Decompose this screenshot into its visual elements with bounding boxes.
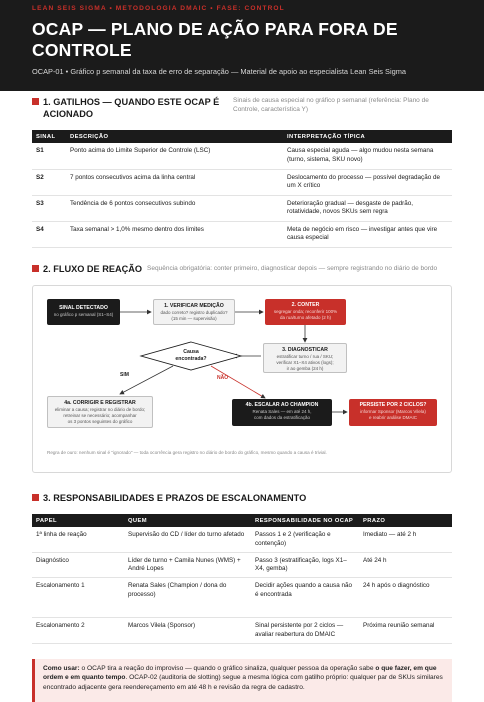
header-subtitle: OCAP-01 • Gráfico p semanal da taxa de erro de separação — Material de apoio ao especialista Lean Seis Sigma (32, 67, 406, 76)
role-cell: Diagnóstico (32, 552, 124, 578)
table-row (32, 169, 452, 195)
node-signal-detected: SINAL DETECTADO no gráfico p semanal (S1–S4) (47, 299, 120, 325)
deadline-cell: Próxima reunião semanal (359, 618, 452, 644)
who-cell: Supervisão do CD / líder do turno afetado (124, 527, 251, 552)
role-cell: Escalonamento 2 (32, 618, 124, 644)
page-title (32, 19, 452, 61)
title-line-2: CONTROLE (32, 40, 132, 60)
decision-label: Causa encontrada? (175, 349, 207, 362)
responsibility-cell: Decidir ações quando a causa não é encontrada (251, 578, 359, 618)
section1-note: Sinais de causa especial no gráfico p semanal (referência: Plano de Controle, característica Y) (233, 97, 429, 113)
deadline-cell: 24 h após o diagnóstico (359, 578, 452, 618)
deadline-cell: Até 24 h (359, 552, 452, 578)
page-header (0, 0, 484, 91)
title-line-1: OCAP — PLANO DE AÇÃO PARA FORA DE (32, 19, 398, 39)
deadline-cell: Imediato — até 2 h (359, 527, 452, 552)
who-cell: Líder de turno + Camila Nunes (WMS) + André Lopes (124, 552, 251, 578)
who-cell: Renata Sales (Champion / dona do processo) (124, 578, 251, 618)
responsibility-cell: Passo 3 (estratificação, logs X1–X4, gemba) (251, 552, 359, 578)
interpretation-cell: Meta de negócio em risco — investigar antes que vire causa especial (283, 221, 452, 247)
node-escalate-champion: 4b. ESCALAR AO CHAMPION Renata Sales — em até 24 h, com dados da estratificação (232, 399, 332, 426)
signal-cell: S2 (32, 169, 66, 195)
section-marker-icon (32, 265, 39, 272)
callout-lead: Como usar: (43, 665, 80, 672)
node-diagnose: 3. DIAGNOSTICAR estratificar turno / rua / SKU; verificar X1–X4 ativos (logs); ir ao gemba (24 h) (263, 343, 347, 373)
table-row (32, 221, 452, 247)
column-header: RESPONSABILIDADE NO OCAP (251, 514, 359, 527)
section1-title-line1: 1. GATILHOS — QUANDO ESTE OCAP É (43, 97, 220, 107)
section2-title: 2. FLUXO DE REAÇÃO (43, 264, 143, 274)
signal-cell: S1 (32, 143, 66, 169)
callout-text-2: . OCAP-02 (auditoria de slotting) segue a mesma lógica com gatilho próprio: qualquer par de SKUs similares encontrado adjacente gera reendereçamento em até 48 h e revisão da regra de cadastro. (43, 674, 443, 691)
description-cell: Tendência de 6 pontos consecutivos subindo (66, 195, 283, 221)
node-contain: 2. CONTER segregar onda; reconferir 100% da rua/turno afetado (2 h) (265, 299, 346, 325)
section1-title-line2: ACIONADO (43, 109, 94, 119)
column-header: SINAL (32, 130, 66, 143)
no-label: NÃO (217, 375, 229, 381)
interpretation-cell: Deterioração gradual — desgaste de padrão, rotatividade, novos SKUs sem regra (283, 195, 452, 221)
section-marker-icon (32, 494, 39, 501)
description-cell: Ponto acima do Limite Superior de Controle (LSC) (66, 143, 283, 169)
reaction-flowchart (32, 285, 452, 473)
interpretation-cell: Causa especial aguda — algo mudou nesta semana (turno, sistema, SKU novo) (283, 143, 452, 169)
section2-note: Sequência obrigatória: conter primeiro, diagnosticar depois — sempre registrando no diário de bordo (147, 265, 438, 272)
table-row (32, 618, 452, 644)
column-header: PRAZO (359, 514, 452, 527)
yes-label: SIM (120, 372, 129, 378)
section3-title: 3. RESPONSABILIDADES E PRAZOS DE ESCALONAMENTO (43, 493, 307, 503)
arrow-no (211, 366, 265, 398)
node-persists-two-cycles: PERSISTE POR 2 CICLOS? informar Sponsor (Marcos Vilela) e reabrir análise DMAIC (349, 399, 437, 426)
triggers-table (32, 130, 452, 248)
table-header-row (32, 130, 452, 143)
column-header: INTERPRETAÇÃO TÍPICA (283, 130, 452, 143)
column-header: PAPEL (32, 514, 124, 527)
signal-cell: S4 (32, 221, 66, 247)
section2-heading (32, 263, 437, 275)
description-cell: Taxa semanal > 1,0% mesmo dentro dos limites (66, 221, 283, 247)
role-cell: Escalonamento 1 (32, 578, 124, 618)
section1-heading (32, 96, 453, 120)
callout-bold: o que fazer, em que ordem e em quanto tempo (43, 665, 437, 682)
section-marker-icon (32, 98, 39, 105)
arrow-yes (120, 366, 173, 394)
responsibilities-table (32, 514, 452, 644)
how-to-use-callout (32, 659, 452, 702)
interpretation-cell: Deslocamento do processo — possível degradação de um X crítico (283, 169, 452, 195)
who-cell: Marcos Vilela (Sponsor) (124, 618, 251, 644)
description-cell: 7 pontos consecutivos acima da linha central (66, 169, 283, 195)
node-verify-measurement: 1. VERIFICAR MEDIÇÃO dado correto? registro duplicado? (15 min — supervisão) (153, 299, 235, 325)
role-cell: 1ª linha de reação (32, 527, 124, 552)
header-kicker: LEAN SEIS SIGMA • METODOLOGIA DMAIC • FASE: CONTROL (32, 5, 285, 12)
table-header-row (32, 514, 452, 527)
table-row (32, 527, 452, 552)
section3-heading (32, 492, 306, 504)
table-row (32, 552, 452, 578)
column-header: QUEM (124, 514, 251, 527)
table-row (32, 195, 452, 221)
callout-text-1: o OCAP tira a reação do improviso — quando o gráfico sinaliza, qualquer pessoa da operação sabe (79, 665, 376, 672)
table-row (32, 143, 452, 169)
responsibility-cell: Sinal persistente por 2 ciclos — avaliar reabertura do DMAIC (251, 618, 359, 644)
node-fix-and-record: 4a. CORRIGIR E REGISTRAR eliminar a causa; registrar no diário de bordo; retreinar se necessário; acompanhar os 3 pontos seguintes do gráfico (47, 396, 153, 428)
responsibility-cell: Passos 1 e 2 (verificação e contenção) (251, 527, 359, 552)
signal-cell: S3 (32, 195, 66, 221)
flow-footnote: Regra de ouro: nenhum sinal é "ignorado" — toda ocorrência gera registro no diário de bordo do gráfico, mesmo quando a causa é trivial. (47, 450, 327, 455)
column-header: DESCRIÇÃO (66, 130, 283, 143)
table-row (32, 578, 452, 618)
